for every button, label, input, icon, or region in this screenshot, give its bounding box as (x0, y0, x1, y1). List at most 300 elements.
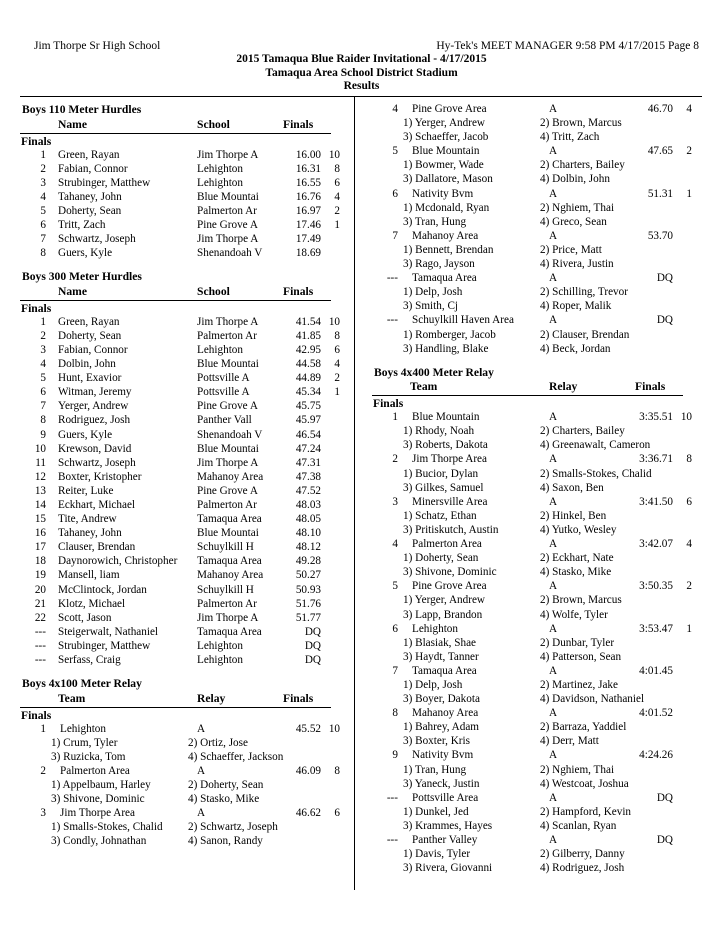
relay-legs-row (372, 425, 703, 439)
points-cell: 2 (686, 145, 692, 158)
column-headers (20, 118, 351, 132)
team-cell: Jim Thorpe Area (60, 807, 135, 820)
relay-letter-cell: A (549, 103, 558, 115)
finals-mark-cell: 47.24 (295, 442, 321, 455)
result-row (20, 654, 351, 668)
relay-team-row (372, 145, 703, 159)
relay-leg: 3) Dallatore, Mason (403, 173, 493, 186)
athlete-name-cell: Green, Rayan (58, 148, 120, 161)
finals-mark-cell: 48.12 (295, 541, 321, 554)
athlete-name-cell: Daynorowich, Christopher (58, 555, 178, 568)
relay-letter-cell: A (549, 229, 558, 242)
finals-mark-cell: 4:01.45 (639, 664, 673, 677)
finals-mark-cell: 17.46 (295, 218, 321, 231)
relay-leg: 4) Rodriguez, Josh (540, 862, 625, 875)
school-cell: Lehighton (197, 654, 243, 666)
column-headers (372, 380, 703, 394)
points-cell: 6 (334, 176, 340, 189)
athlete-name-cell: Scott, Jason (58, 611, 112, 624)
finals-mark-cell: 16.00 (295, 148, 321, 161)
school-cell: Palmerton Ar (197, 498, 257, 511)
finals-mark-cell: DQ (304, 625, 321, 638)
relay-leg: 3) Rago, Jayson (403, 258, 475, 271)
relay-leg: 3) Ruzicka, Tom (51, 750, 126, 763)
athlete-name-cell: Yerger, Andrew (58, 400, 129, 413)
points-cell: 8 (686, 453, 692, 466)
points-cell: 1 (334, 218, 340, 231)
place-cell: 10 (34, 442, 46, 455)
relay-legs-row (372, 329, 703, 343)
place-cell: 11 (35, 456, 46, 469)
place-cell: 18 (34, 555, 46, 568)
relay-leg: 1) Yerger, Andrew (403, 594, 485, 607)
finals-mark-cell: 4:01.52 (639, 707, 673, 720)
place-cell: 7 (40, 233, 46, 246)
relay-legs-row (20, 737, 351, 751)
result-row (20, 612, 351, 626)
athlete-name-cell: Fabian, Connor (58, 343, 128, 356)
relay-legs-row (372, 258, 703, 272)
relay-legs-row (372, 679, 703, 693)
relay-legs-row (372, 806, 703, 820)
relay-leg: 4) Westcoat, Joshua (540, 777, 629, 790)
relay-leg: 3) Schaeffer, Jacob (403, 131, 489, 144)
relay-leg: 4) Greenawalt, Cameron (540, 439, 651, 452)
relay-leg: 3) Lapp, Brandon (403, 608, 483, 621)
place-cell: --- (386, 314, 398, 327)
results-column-left (20, 103, 351, 858)
relay-legs-row (372, 244, 703, 258)
finals-mark-cell: DQ (656, 272, 673, 285)
relay-leg: 4) Wolfe, Tyler (540, 608, 608, 621)
relay-leg: 1) Bowmer, Wade (403, 159, 484, 172)
finals-mark-cell: 50.27 (295, 569, 321, 582)
athlete-name-cell: Doherty, Sean (58, 204, 122, 217)
points-cell: 2 (334, 204, 340, 217)
relay-leg: 1) Bennett, Brendan (403, 243, 494, 256)
points-cell: 6 (334, 343, 340, 356)
relay-leg: 4) Davidson, Nathaniel (540, 693, 645, 706)
finals-mark-cell: 16.55 (295, 176, 321, 189)
relay-leg: 3) Condly, Johnathan (51, 835, 147, 848)
relay-legs-row (372, 439, 703, 453)
points-cell: 10 (328, 722, 340, 735)
relay-leg: 2) Brown, Marcus (540, 594, 622, 607)
relay-leg: 1) Delp, Josh (403, 286, 463, 299)
relay-leg: 3) Smith, Cj (403, 300, 459, 313)
relay-leg: 1) Yerger, Andrew (403, 117, 485, 130)
relay-legs-row (372, 524, 703, 538)
relay-team-row (372, 411, 703, 425)
relay-team-row (372, 792, 703, 806)
school-cell: Pine Grove A (197, 484, 258, 497)
relay-leg: 1) Rhody, Noah (403, 425, 475, 438)
relay-team-row (372, 665, 703, 679)
finals-mark-cell: 47.52 (295, 484, 321, 497)
points-cell: 8 (334, 162, 340, 175)
finals-mark-cell: 48.10 (295, 527, 321, 540)
relay-legs-row (372, 173, 703, 187)
relay-leg: 4) Patterson, Sean (540, 650, 622, 663)
school-cell: Tamaqua Area (197, 513, 262, 526)
finals-mark-cell: 18.69 (295, 247, 321, 260)
team-cell: Blue Mountain (412, 145, 480, 158)
relay-leg: 2) Brown, Marcus (540, 117, 622, 130)
relay-legs-row (20, 835, 351, 849)
finals-mark-cell: 45.97 (295, 414, 321, 427)
relay-leg: 1) Dunkel, Jed (403, 805, 469, 818)
relay-leg: 2) Hinkel, Ben (540, 509, 607, 522)
place-cell: 9 (40, 428, 46, 441)
relay-leg: 3) Haydt, Tanner (403, 650, 479, 663)
result-row (20, 386, 351, 400)
points-cell: 4 (334, 190, 340, 203)
relay-team-row (372, 496, 703, 510)
school-cell: Tamaqua Area (197, 625, 262, 638)
finals-mark-cell: 48.05 (295, 513, 321, 526)
finals-mark-cell: 16.76 (295, 190, 321, 203)
relay-legs-row (372, 131, 703, 145)
result-row (20, 626, 351, 640)
athlete-name-cell: Green, Rayan (58, 315, 120, 328)
school-cell: Schuylkill H (197, 541, 254, 554)
relay-leg: 1) Mcdonald, Ryan (403, 201, 490, 214)
event-block (20, 677, 351, 849)
school-cell: Jim Thorpe A (197, 233, 259, 246)
place-cell: 6 (40, 386, 46, 399)
relay-leg: 2) Nghiem, Thai (540, 201, 615, 214)
place-cell: 8 (40, 247, 46, 260)
relay-team-row (372, 707, 703, 721)
place-cell: 2 (40, 329, 46, 342)
finals-mark-cell: 51.76 (295, 597, 321, 610)
finals-mark-cell: 3:42.07 (639, 538, 673, 551)
relay-team-row (20, 765, 351, 779)
round-label: Finals (21, 708, 52, 722)
column-header-finals: Finals (283, 691, 314, 705)
relay-legs-row (20, 793, 351, 807)
relay-leg: 4) Stasko, Mike (540, 566, 612, 579)
relay-leg: 2) Schilling, Trevor (540, 286, 628, 299)
athlete-name-cell: Mansell, liam (58, 569, 120, 582)
finals-mark-cell: 45.52 (295, 722, 321, 735)
relay-leg: 2) Hampford, Kevin (540, 805, 632, 818)
section-label: Results (343, 80, 380, 92)
place-cell: 17 (34, 541, 46, 554)
school-cell: Blue Mountai (197, 190, 259, 203)
place-cell: 6 (392, 187, 398, 200)
finals-mark-cell: 3:36.71 (639, 453, 673, 466)
athlete-name-cell: Boxter, Kristopher (58, 470, 142, 483)
athlete-name-cell: Reiter, Luke (58, 484, 114, 497)
relay-legs-row (372, 848, 703, 862)
result-row (20, 499, 351, 513)
relay-leg: 4) Sanon, Randy (188, 835, 263, 848)
team-cell: Nativity Bvm (412, 749, 474, 762)
event-title: Boys 4x100 Meter Relay (22, 677, 142, 691)
finals-mark-cell: 46.70 (647, 103, 673, 115)
relay-legs-row (372, 159, 703, 173)
relay-legs-row (372, 594, 703, 608)
relay-letter-cell: A (549, 791, 558, 804)
result-row (20, 358, 351, 372)
place-cell: 16 (34, 527, 46, 540)
relay-leg: 2) Charters, Bailey (540, 159, 625, 172)
result-row (20, 471, 351, 485)
athlete-name-cell: Serfass, Craig (58, 654, 121, 666)
relay-team-row (372, 230, 703, 244)
relay-leg: 1) Appelbaum, Harley (51, 778, 151, 791)
athlete-name-cell: Eckhart, Michael (58, 498, 136, 511)
points-cell: 4 (686, 103, 692, 115)
place-cell: 7 (392, 229, 398, 242)
result-row (20, 316, 351, 330)
venue-name: Tamaqua Area School District Stadium (265, 66, 458, 79)
event-title: Boys 110 Meter Hurdles (22, 103, 142, 116)
school-cell: Jim Thorpe A (197, 456, 259, 469)
relay-letter-cell: A (549, 453, 558, 466)
relay-leg: 1) Schatz, Ethan (403, 509, 477, 522)
relay-team-row (372, 314, 703, 328)
team-cell: Blue Mountain (412, 411, 480, 424)
team-cell: Pine Grove Area (412, 580, 487, 593)
result-row (20, 640, 351, 654)
school-cell: Lehighton (197, 176, 243, 189)
relay-leg: 2) Dunbar, Tyler (540, 636, 615, 649)
relay-legs-row (372, 820, 703, 834)
school-cell: Lehighton (197, 162, 243, 175)
relay-leg: 4) Derr, Matt (540, 735, 599, 748)
relay-leg: 1) Davis, Tyler (403, 848, 471, 861)
column-header-school: School (197, 117, 230, 131)
team-cell: Palmerton Area (412, 538, 482, 551)
place-cell: 4 (40, 358, 46, 371)
relay-team-row (372, 103, 703, 117)
relay-letter-cell: A (549, 664, 558, 677)
athlete-name-cell: McClintock, Jordan (58, 583, 147, 596)
result-row (20, 429, 351, 443)
place-cell: 9 (392, 749, 398, 762)
relay-leg: 2) Smalls-Stokes, Chalid (540, 467, 652, 480)
relay-leg: 2) Price, Matt (540, 243, 602, 256)
relay-team-row (372, 272, 703, 286)
school-cell: Jim Thorpe A (197, 315, 259, 328)
relay-letter-cell: A (549, 538, 558, 551)
relay-legs-row (372, 693, 703, 707)
column-header-finals: Finals (283, 284, 314, 298)
team-cell: Panther Valley (412, 834, 478, 846)
meet-title: 2015 Tamaqua Blue Raider Invitational - 4/17/2015 (236, 53, 487, 65)
team-cell: Lehighton (412, 622, 458, 635)
column-header-name: Name (58, 284, 87, 298)
place-cell: 3 (392, 495, 398, 508)
relay-leg: 3) Shivone, Dominic (51, 793, 145, 806)
finals-mark-cell: 51.31 (647, 187, 673, 200)
relay-team-row (20, 807, 351, 821)
relay-leg: 2) Ortiz, Jose (188, 736, 248, 749)
athlete-name-cell: Tite, Andrew (58, 513, 117, 526)
relay-leg: 3) Boxter, Kris (403, 735, 470, 748)
round-label: Finals (21, 301, 52, 315)
athlete-name-cell: Klotz, Michael (58, 597, 126, 610)
place-cell: --- (34, 625, 46, 638)
result-row (20, 541, 351, 555)
result-row (20, 219, 351, 233)
team-cell: Tamaqua Area (412, 272, 477, 285)
relay-leg: 4) Rivera, Justin (540, 258, 614, 271)
team-cell: Palmerton Area (60, 764, 130, 777)
school-cell: Mahanoy Area (197, 470, 264, 483)
place-cell: 13 (34, 484, 46, 497)
finals-mark-cell: 3:50.35 (639, 580, 673, 593)
event-block (372, 366, 703, 877)
athlete-name-cell: Clauser, Brendan (58, 541, 136, 554)
column-headers (20, 692, 351, 706)
finals-mark-cell: 44.58 (295, 358, 321, 371)
athlete-name-cell: Dolbin, John (58, 358, 116, 371)
result-row (20, 414, 351, 428)
place-cell: --- (34, 654, 46, 666)
result-row (20, 149, 351, 163)
relay-letter-cell: A (197, 807, 206, 820)
place-cell: 15 (34, 513, 46, 526)
finals-mark-cell: 16.97 (295, 204, 321, 217)
points-cell: 4 (334, 358, 340, 371)
athlete-name-cell: Tritt, Zach (58, 218, 106, 231)
relay-leg: 3) Rivera, Giovanni (403, 862, 493, 875)
column-header-finals: Finals (283, 117, 314, 131)
relay-leg: 2) Charters, Bailey (540, 425, 625, 438)
school-cell: Mahanoy Area (197, 569, 264, 582)
school-cell: Panther Vall (197, 414, 252, 427)
team-cell: Nativity Bvm (412, 187, 474, 200)
relay-legs-row (372, 552, 703, 566)
relay-legs-row (372, 778, 703, 792)
relay-leg: 1) Crum, Tyler (51, 736, 118, 749)
relay-team-row (372, 749, 703, 763)
relay-letter-cell: A (549, 749, 558, 762)
relay-team-row (372, 188, 703, 202)
event-title: Boys 300 Meter Hurdles (22, 270, 142, 284)
place-cell: 7 (392, 664, 398, 677)
points-cell: 8 (334, 329, 340, 342)
relay-leg: 4) Yutko, Wesley (540, 523, 617, 536)
place-cell: --- (386, 272, 398, 285)
place-cell: 1 (40, 148, 46, 161)
points-cell: 8 (334, 764, 340, 777)
relay-legs-row (372, 510, 703, 524)
result-row (20, 344, 351, 358)
event-block (20, 270, 351, 668)
relay-leg: 4) Dolbin, John (540, 173, 610, 186)
relay-legs-row (372, 117, 703, 131)
result-row (20, 457, 351, 471)
place-cell: 4 (392, 103, 398, 115)
school-cell: Pottsville A (197, 372, 250, 385)
school-cell: Pine Grove A (197, 218, 258, 231)
column-header-school: Relay (549, 380, 578, 394)
column-header-school: School (197, 284, 230, 298)
place-cell: 1 (392, 411, 398, 424)
points-cell: 1 (686, 622, 692, 635)
points-cell: 1 (334, 386, 340, 399)
results-column-right (372, 103, 703, 885)
athlete-name-cell: Doherty, Sean (58, 329, 122, 342)
relay-letter-cell: A (549, 411, 558, 424)
relay-legs-row (372, 482, 703, 496)
relay-legs-row (372, 468, 703, 482)
relay-team-row (372, 538, 703, 552)
place-cell: 5 (392, 145, 398, 158)
column-headers (20, 285, 351, 299)
team-cell: Pine Grove Area (412, 103, 487, 115)
relay-leg: 4) Greco, Sean (540, 215, 607, 228)
place-cell: 20 (34, 583, 46, 596)
column-header-name: Name (58, 117, 87, 131)
school-cell: Shenandoah V (197, 247, 263, 260)
relay-leg: 3) Roberts, Dakota (403, 439, 488, 452)
finals-mark-cell: 53.70 (647, 229, 673, 242)
athlete-name-cell: Strubinger, Matthew (58, 176, 151, 189)
event-block (372, 103, 703, 357)
software-stamp: Hy-Tek's MEET MANAGER 9:58 PM 4/17/2015 Page 8 (436, 40, 699, 52)
relay-leg: 2) Eckhart, Nate (540, 552, 614, 565)
points-cell: 10 (680, 411, 692, 424)
relay-leg: 2) Clauser, Brendan (540, 328, 630, 341)
athlete-name-cell: Tahaney, John (58, 527, 122, 540)
relay-leg: 4) Saxon, Ben (540, 481, 604, 494)
relay-leg: 3) Shivone, Dominic (403, 566, 497, 579)
relay-legs-row (372, 651, 703, 665)
result-row (20, 247, 351, 261)
finals-mark-cell: 41.54 (295, 315, 321, 328)
relay-leg: 2) Doherty, Sean (188, 778, 264, 791)
finals-mark-cell: 4:24.26 (639, 749, 673, 762)
points-cell: 6 (334, 807, 340, 820)
relay-legs-row (372, 862, 703, 876)
relay-letter-cell: A (549, 707, 558, 720)
header-underline (20, 707, 331, 708)
result-row (20, 400, 351, 414)
relay-team-row (372, 834, 703, 848)
relay-legs-row (372, 609, 703, 623)
finals-mark-cell: 41.85 (295, 329, 321, 342)
relay-legs-row (372, 343, 703, 357)
relay-legs-row (372, 202, 703, 216)
school-cell: Palmerton Ar (197, 597, 257, 610)
place-cell: 3 (40, 807, 46, 820)
relay-leg: 1) Romberger, Jacob (403, 328, 496, 341)
school-cell: Palmerton Ar (197, 329, 257, 342)
relay-leg: 4) Schaeffer, Jackson (188, 750, 284, 763)
column-header-school: Relay (197, 691, 226, 705)
athlete-name-cell: Guers, Kyle (58, 247, 113, 260)
finals-mark-cell: 3:35.51 (639, 411, 673, 424)
relay-leg: 2) Schwartz, Joseph (188, 821, 278, 834)
athlete-name-cell: Guers, Kyle (58, 428, 113, 441)
page-header (20, 40, 703, 96)
relay-leg: 4) Roper, Malik (540, 300, 612, 313)
school-cell: Shenandoah V (197, 428, 263, 441)
relay-letter-cell: A (549, 187, 558, 200)
relay-leg: 3) Boyer, Dakota (403, 693, 480, 706)
place-cell: 7 (40, 400, 46, 413)
points-cell: 4 (686, 538, 692, 551)
relay-letter-cell: A (197, 764, 206, 777)
school-cell: Jim Thorpe A (197, 611, 259, 624)
place-cell: 3 (40, 343, 46, 356)
place-cell: 19 (34, 569, 46, 582)
